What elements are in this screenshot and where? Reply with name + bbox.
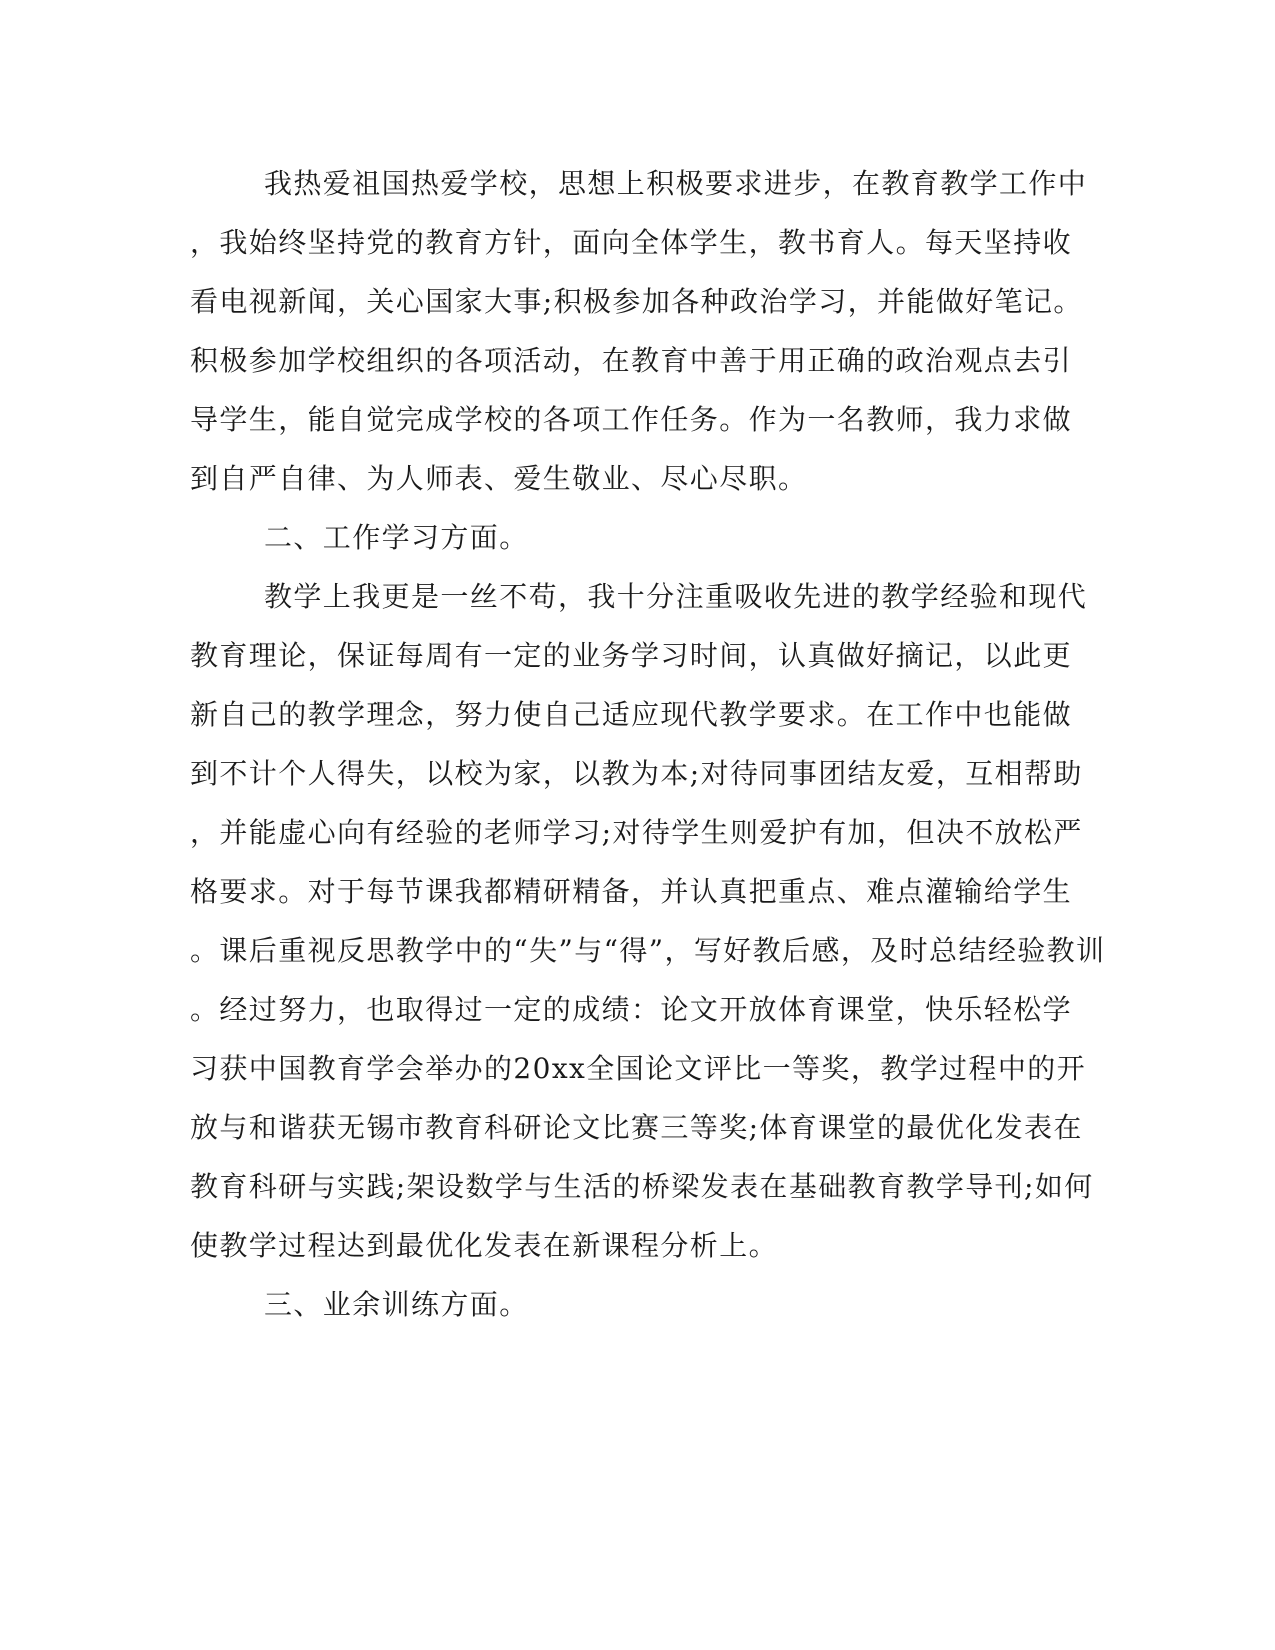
paragraph-1-line-2: ，我始终坚持党的教育方针，面向全体学生，教书育人。每天坚持收	[190, 226, 1073, 259]
paragraph-2-line-8: 。经过努力，也取得过一定的成绩：论文开放体育课堂，快乐轻松学	[190, 993, 1073, 1026]
paragraph-2-line-2: 教育理论，保证每周有一定的业务学习时间，认真做好摘记，以此更	[190, 639, 1073, 672]
paragraph-1-line-6: 到自严自律、为人师表、爱生敬业、尽心尽职。	[190, 462, 808, 495]
paragraph-2-line-4: 到不计个人得失，以校为家，以教为本;对待同事团结友爱，互相帮助	[190, 757, 1083, 790]
paragraph-2-line-9: 习获中国教育学会举办的20xx全国论文评比一等奖，教学过程中的开	[190, 1052, 1087, 1085]
paragraph-1-line-5: 导学生，能自觉完成学校的各项工作任务。作为一名教师，我力求做	[190, 403, 1073, 436]
section-heading-extracurricular-training: 三、业余训练方面。	[264, 1288, 529, 1321]
paragraph-1-line-1: 我热爱祖国热爱学校，思想上积极要求进步，在教育教学工作中	[264, 167, 1088, 200]
paragraph-2-line-3: 新自己的教学理念，努力使自己适应现代教学要求。在工作中也能做	[190, 698, 1073, 731]
paragraph-2-line-5: ，并能虚心向有经验的老师学习;对待学生则爱护有加，但决不放松严	[190, 816, 1083, 849]
paragraph-2-line-10: 放与和谐获无锡市教育科研论文比赛三等奖;体育课堂的最优化发表在	[190, 1111, 1083, 1144]
section-heading-work-study: 二、工作学习方面。	[264, 521, 529, 554]
paragraph-2-line-12: 使教学过程达到最优化发表在新课程分析上。	[190, 1229, 779, 1262]
paragraph-2-line-1: 教学上我更是一丝不苟，我十分注重吸收先进的教学经验和现代	[264, 580, 1088, 613]
paragraph-2-line-6: 格要求。对于每节课我都精研精备，并认真把重点、难点灌输给学生	[190, 875, 1073, 908]
paragraph-1-line-4: 积极参加学校组织的各项活动，在教育中善于用正确的政治观点去引	[190, 344, 1073, 377]
paragraph-2-line-7: 。课后重视反思教学中的“失”与“得”，写好教后感，及时总结经验教训	[190, 934, 1106, 967]
paragraph-2-line-11: 教育科研与实践;架设数学与生活的桥梁发表在基础教育教学导刊;如何	[190, 1170, 1094, 1203]
paragraph-1-line-3: 看电视新闻，关心国家大事;积极参加各种政治学习，并能做好笔记。	[190, 285, 1083, 318]
